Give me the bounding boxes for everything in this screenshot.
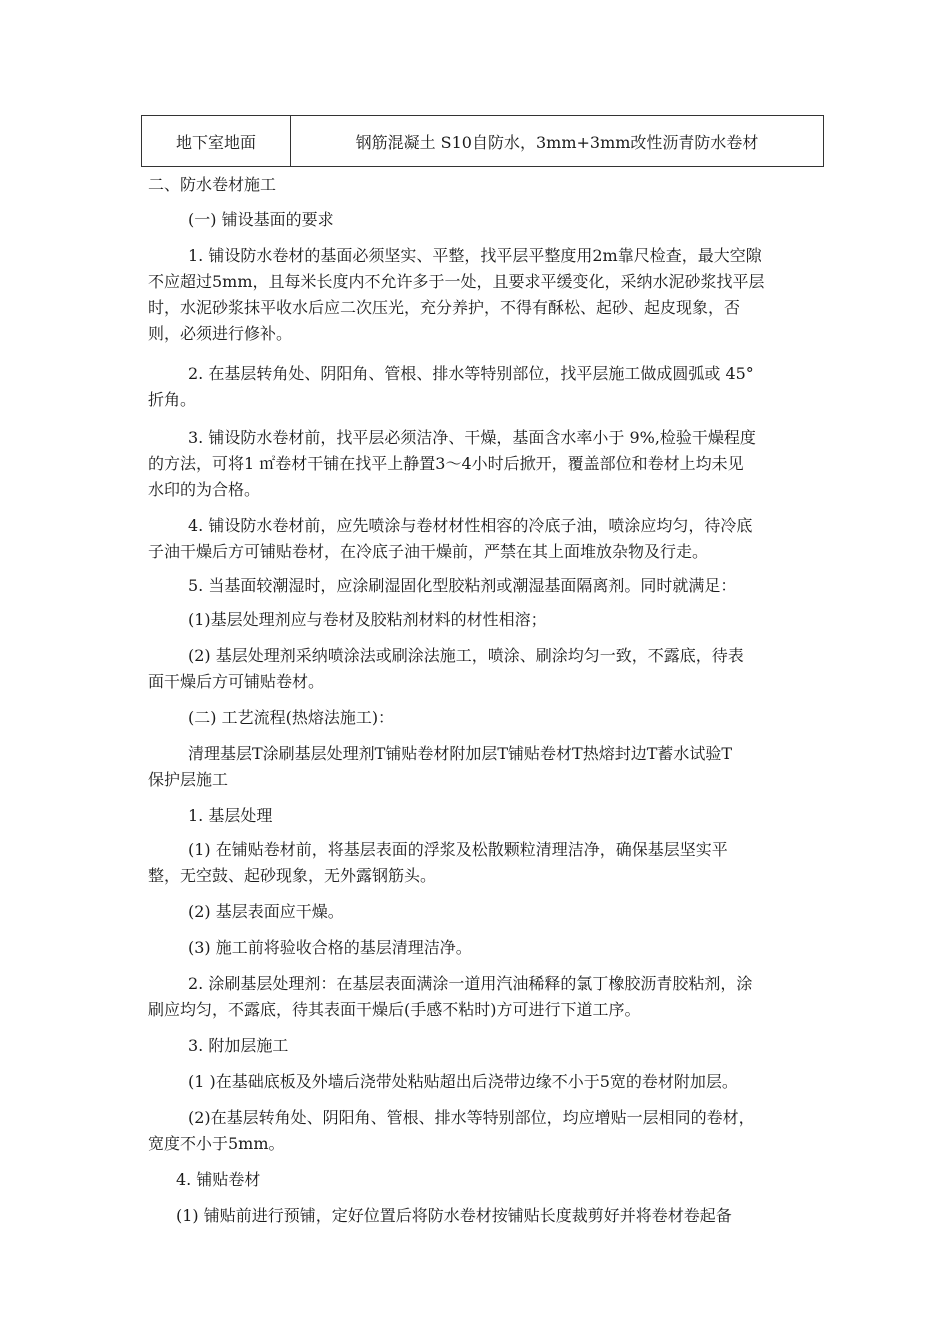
paragraph-line: (1) 在铺贴卷材前，将基层表面的浮浆及松散颗粒清理洁净，确保基层坚实平 <box>188 840 728 859</box>
paragraph-line: (3) 施工前将验收合格的基层清理洁净。 <box>188 938 472 957</box>
paragraph-line: 折角。 <box>148 390 197 409</box>
paragraph-line: 4. 铺设防水卷材前，应先喷涂与卷材材性相容的冷底子油，喷涂应均匀，待冷底 <box>188 516 753 535</box>
paragraph-line: (1) 铺贴前进行预铺，定好位置后将防水卷材按铺贴长度裁剪好并将卷材卷起备 <box>176 1206 732 1225</box>
paragraph-line: 宽度不小于5mm。 <box>148 1134 285 1153</box>
paragraph-line: 面干燥后方可铺贴卷材。 <box>148 672 325 691</box>
paragraph-line: (1)基层处理剂应与卷材及胶粘剂材料的材性相溶； <box>188 610 547 629</box>
table-row <box>142 116 824 167</box>
paragraph-line: 1. 基层处理 <box>188 806 273 825</box>
paragraph-line: 则，必须进行修补。 <box>148 324 293 343</box>
construction-table <box>141 115 824 167</box>
paragraph-line: 整，无空鼓、起砂现象，无外露钢筋头。 <box>148 866 437 885</box>
paragraph-line: (2)在基层转角处、阴阳角、管根、排水等特别部位，均应增贴一层相同的卷材， <box>188 1108 755 1127</box>
paragraph-line: 3. 铺设防水卷材前，找平层必须洁净、干燥，基面含水率小于 9%,检验干燥程度 <box>188 428 756 447</box>
paragraph-line: 2. 涂刷基层处理剂：在基层表面满涂一道用汽油稀释的氯丁橡胶沥青胶粘剂，涂 <box>188 974 753 993</box>
subsection-heading: (二) 工艺流程(热熔法施工)： <box>188 708 395 727</box>
paragraph-line: 2. 在基层转角处、阴阳角、管根、排水等特别部位，找平层施工做成圆弧或 45° <box>188 364 754 383</box>
paragraph-line: (2) 基层处理剂采纳喷涂法或刷涂法施工，喷涂、刷涂均匀一致，不露底，待表 <box>188 646 744 665</box>
table-cell-specification: 钢筋混凝土 S10自防水，3mm+3mm改性沥青防水卷材 <box>291 116 824 167</box>
paragraph-line: 水印的为合格。 <box>148 480 261 499</box>
paragraph-line: 刷应均匀，不露底，待其表面干燥后(手感不粘时)方可进行下道工序。 <box>148 1000 641 1019</box>
paragraph-line: 5. 当基面较潮湿时，应涂刷湿固化型胶粘剂或潮湿基面隔离剂。同时就满足： <box>188 576 737 595</box>
paragraph-line: 子油干燥后方可铺贴卷材，在冷底子油干燥前，严禁在其上面堆放杂物及行走。 <box>148 542 709 561</box>
paragraph-line: 保护层施工 <box>148 770 229 789</box>
paragraph-line: 的方法，可将1 ㎡卷材干铺在找平上静置3〜4小时后掀开，覆盖部位和卷材上均未见 <box>148 454 744 473</box>
paragraph-line: 不应超过5mm，且每米长度内不允许多于一处，且要求平缓变化，采纳水泥砂浆找平层 <box>148 272 765 291</box>
paragraph-line: 时，水泥砂浆抹平收水后应二次压光，充分养护，不得有酥松、起砂、起皮现象，否 <box>148 298 741 317</box>
subsection-heading: (一) 铺设基面的要求 <box>188 210 334 229</box>
paragraph-line: 3. 附加层施工 <box>188 1036 289 1055</box>
paragraph-line: (1 )在基础底板及外墙后浇带处粘贴超出后浇带边缘不小于5宽的卷材附加层。 <box>188 1072 738 1091</box>
section-heading: 二、防水卷材施工 <box>148 175 277 194</box>
table-cell-location: 地下室地面 <box>142 116 291 167</box>
paragraph-line: 4. 铺贴卷材 <box>176 1170 261 1189</box>
paragraph-line: 1. 铺设防水卷材的基面必须坚实、平整，找平层平整度用2m靠尺检查，最大空隙 <box>188 246 762 265</box>
paragraph-line: 清理基层T涂刷基层处理剂T铺贴卷材附加层T铺贴卷材T热熔封边T蓄水试验T <box>188 744 733 763</box>
paragraph-line: (2) 基层表面应干燥。 <box>188 902 344 921</box>
